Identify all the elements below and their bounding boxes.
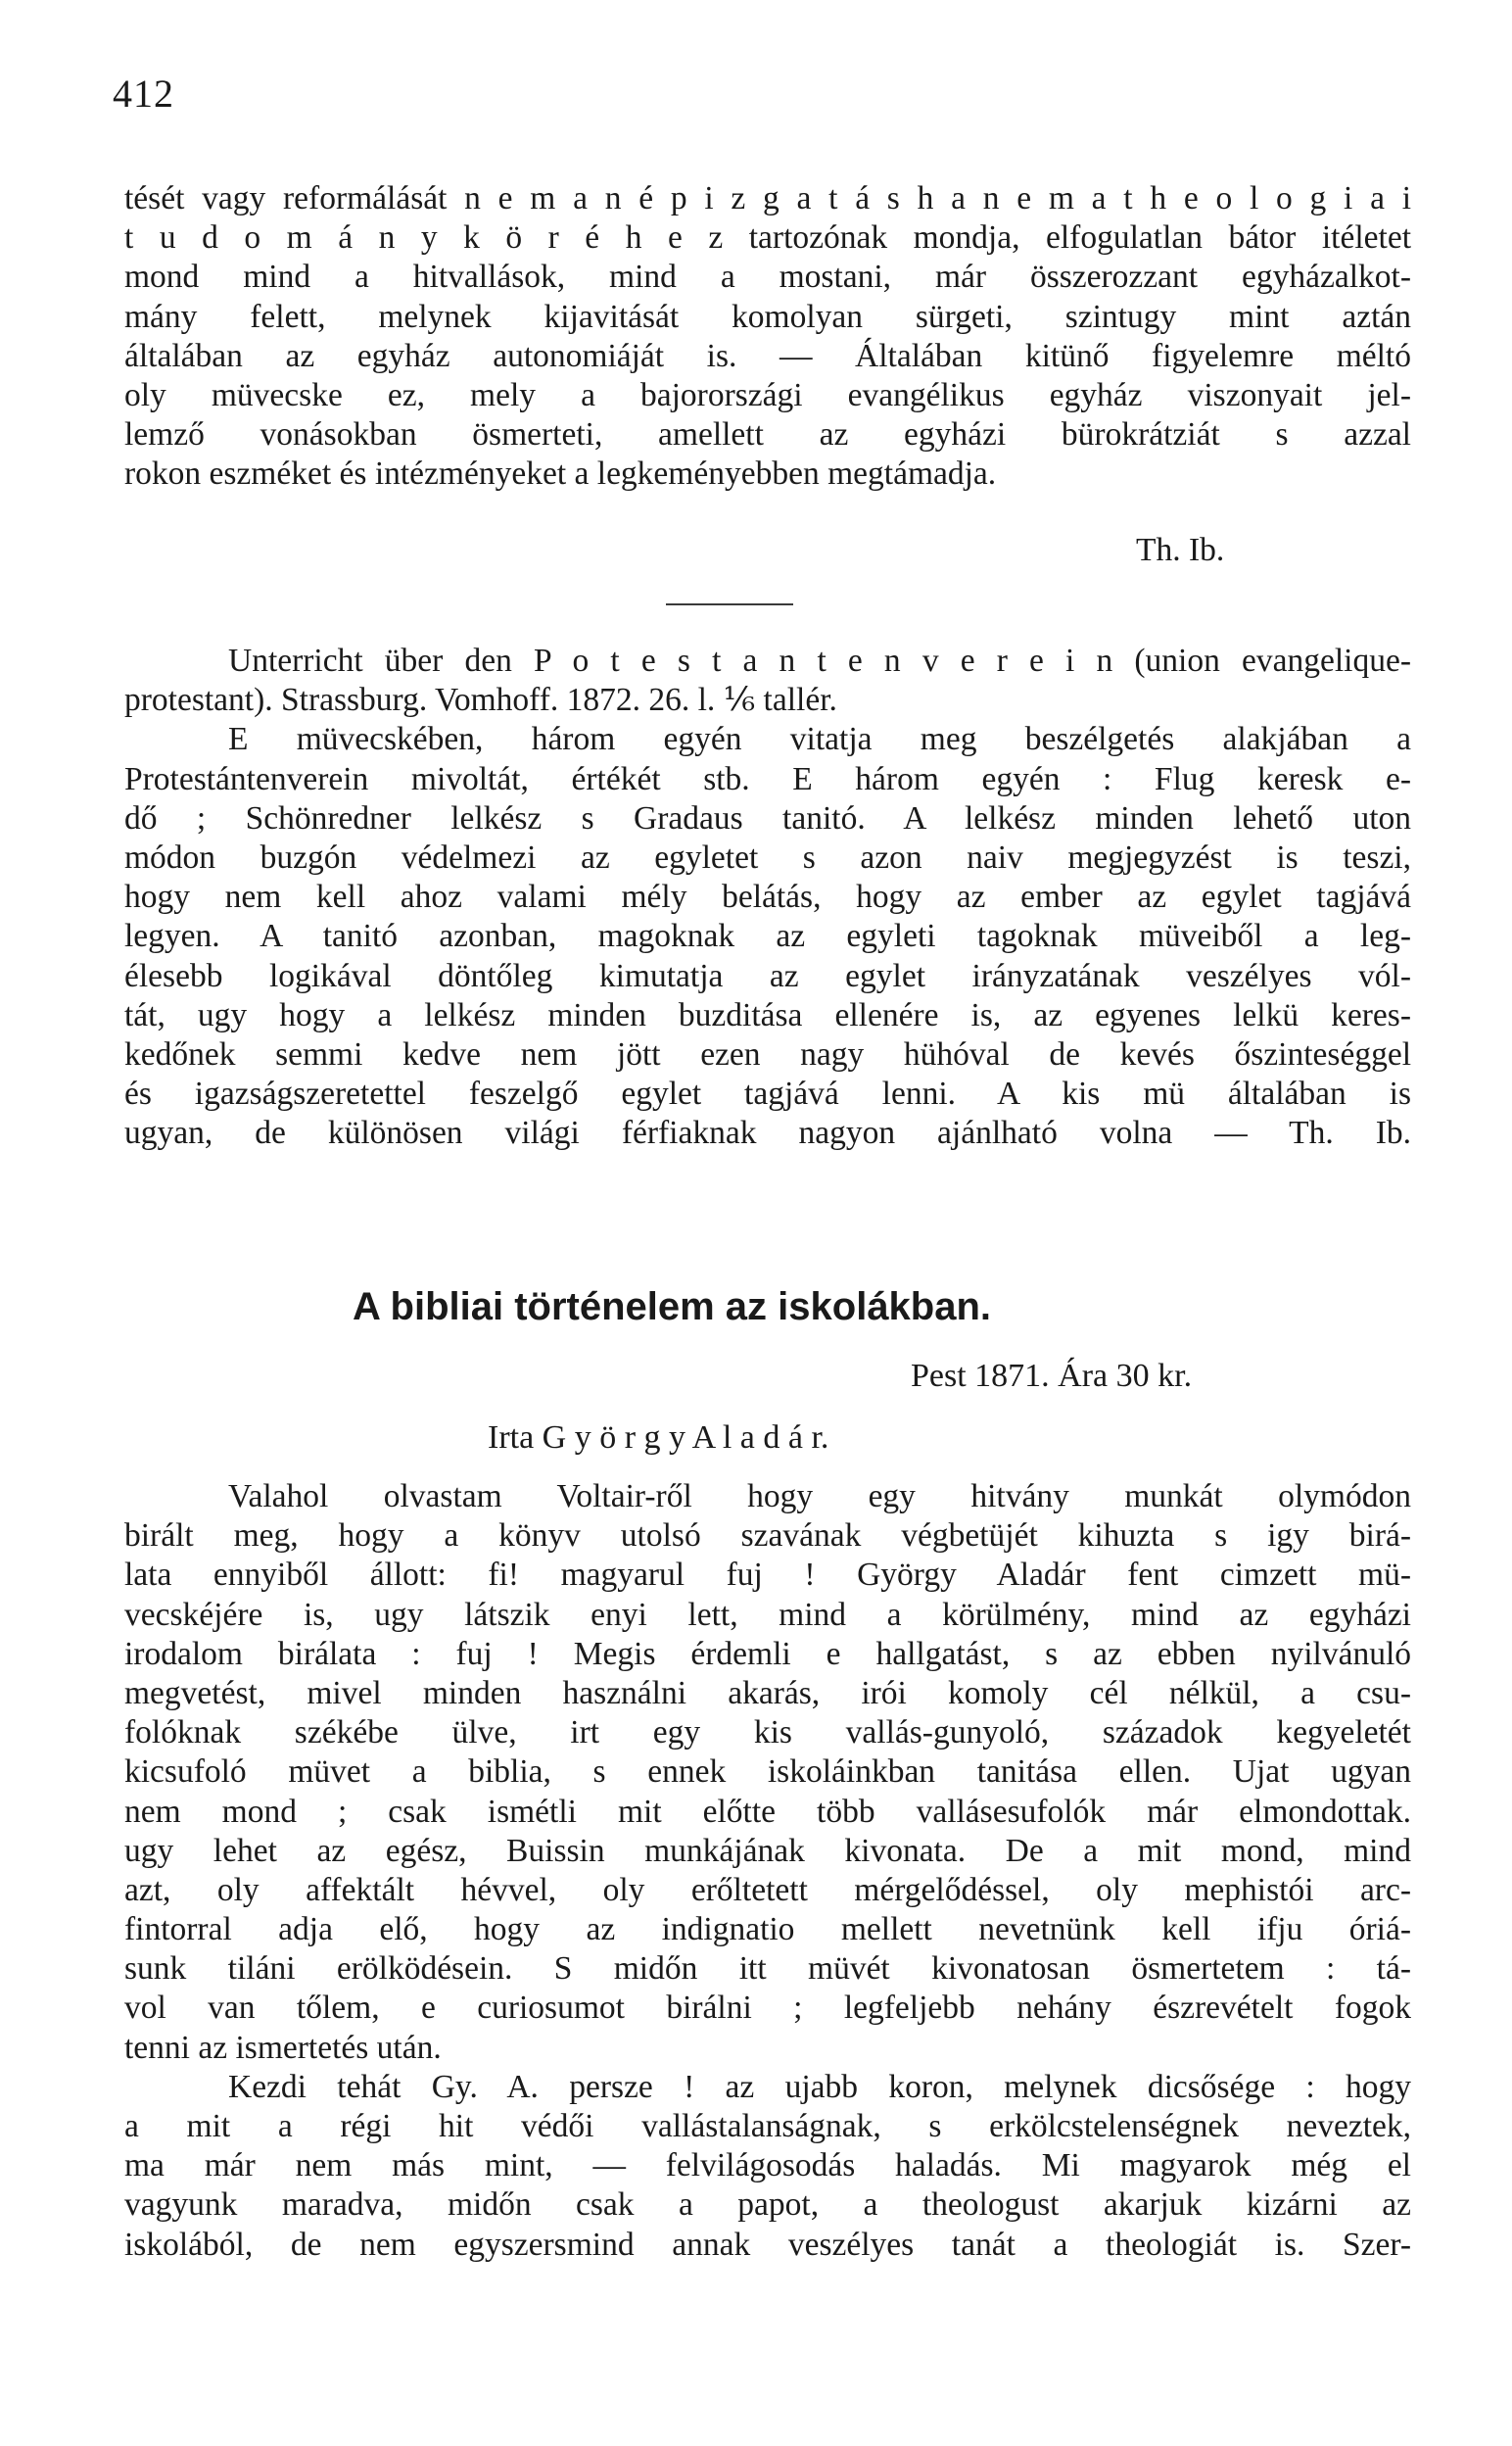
text-line: fintorral adja elő, hogy az indignatio mellett nevetnünk kell ifju óriá- [124,1911,1411,1948]
text-line: módon buzgón védelmezi az egyletet s azon naiv megjegyzést is teszi, [124,839,1411,876]
text-line: vecskéjére is, ugy látszik enyi lett, mind a körülmény, mind az egyházi [124,1596,1411,1633]
text-line: legyen. A tanitó azonban, magoknak az egyleti tagoknak müveiből a leg- [124,918,1411,955]
text-line: a mit a régi hit védői vallástalanságnak, s erkölcstelenségnek neveztek, [124,2108,1411,2144]
text-line: tenni az ismertetés után. [124,2029,442,2066]
text-line: folóknak székébe ülve, irt egy kis vallás-gunyoló, századok kegyeletét [124,1714,1411,1751]
text-line: irodalom birálata : fuj ! Megis érdemli e hallgatást, s az ebben nyilvánuló [124,1635,1411,1672]
review-1-body [124,179,1411,495]
text-line: hogy nem kell ahoz valami mély belátás, hogy az ember az egylet tagjává [124,879,1411,916]
review-2-body [124,642,1411,1153]
text-line: dő ; Schönredner lelkész s Gradaus tanitó. A lelkész minden lehető uton [124,799,1411,837]
text-line: lata ennyiből állott: fi! magyarul fuj ! György Aladár fent cimzett mü- [124,1557,1411,1594]
text-line: mány felett, melynek kijavitását komolyan sürgeti, szintugy mint aztán [124,298,1411,335]
text-line: ugy lehet az egész, Buissin munkájának kivonata. De a mit mond, mind [124,1832,1411,1869]
text-line: azt, oly affektált hévvel, oly erőltetett mérgelődéssel, oly mephistói arc- [124,1871,1411,1908]
text-line: lemző vonásokban ösmerteti, amellett az egyházi bürokrátziát s azzal [124,416,1411,454]
text-line: és igazságszeretettel feszelgő egylet tagjává lenni. A kis mü általában is [124,1076,1411,1113]
text-line: birált meg, hogy a könyv utolsó szavának végbetüjét kihuzta s igy birá- [124,1517,1411,1555]
review-1-signature: Th. Ib. [1136,532,1225,568]
text-line: általában az egyház autonomiáját is. — Általában kitünő figyelemre méltó [124,337,1411,374]
text-line: protestant). Strassburg. Vomhoff. 1872. 26. l. ⅙ tallér. [124,682,837,719]
text-line: Valahol olvastam Voltair-ről hogy egy hitvány munkát olymódon [228,1478,1411,1514]
publication-info: Pest 1871. Ára 30 kr. [911,1358,1193,1394]
article-heading: A bibliai történelem az iskolákban. [353,1285,992,1328]
text-line: ugyan, de különösen világi férfiaknak nagyon ajánlható volna — Th. Ib. [124,1115,1411,1152]
article-body [124,1477,1411,2265]
text-line: kicsufoló müvet a biblia, s ennek iskoláinkban tanitása ellen. Ujat ugyan [124,1753,1411,1791]
text-line: mond mind a hitvallások, mind a mostani, már összerozzant egyházalkot- [124,259,1411,296]
text-line: kedőnek semmi kedve nem jött ezen nagy hühóval de kevés őszinteséggel [124,1035,1411,1073]
text-line: vol van tőlem, e curiosumot birálni ; legfeljebb nehány észrevételt fogok [124,1990,1411,2027]
text-line: sunk tiláni erölködésein. S midőn itt müvét kivonatosan ösmertetem : tá- [124,1950,1411,1988]
page-number: 412 [113,72,174,116]
text-line: vagyunk maradva, midőn csak a papot, a theologust akarjuk kizárni az [124,2186,1411,2224]
text-line: tát, ugy hogy a lelkész minden buzditása ellenére is, az egyenes lelkü keres- [124,996,1411,1033]
article-author: Irta G y ö r g y A l a d á r. [488,1419,829,1456]
text-line: E müvecskében, három egyén vitatja meg beszélgetés alakjában a [228,721,1411,758]
section-divider [666,603,793,605]
text-line: t u d o m á n y k ö r é h e z tartozónak mondja, elfogulatlan bátor itéletet [124,219,1411,257]
text-line: ma már nem más mint, — felvilágosodás haladás. Mi magyarok még el [124,2147,1411,2184]
text-line: rokon eszméket és intézményeket a legkeményebben megtámadja. [124,456,997,493]
text-line: Protestántenverein mivoltát, értékét stb. E három egyén : Flug keresk e- [124,760,1411,797]
text-line: megvetést, mivel minden használni akarás, irói komoly cél nélkül, a csu- [124,1674,1411,1711]
text-line: élesebb logikával döntőleg kimutatja az egylet irányzatának veszélyes vól- [124,957,1411,994]
text-line: nem mond ; csak ismétli mit előtte több vallásesufolók már elmondottak. [124,1793,1411,1830]
text-line: oly müvecske ez, mely a bajorországi evangélikus egyház viszonyait jel- [124,376,1411,413]
text-line: Kezdi tehát Gy. A. persze ! az ujabb koron, melynek dicsősége : hogy [228,2068,1411,2105]
text-line: iskolából, de nem egyszersmind annak veszélyes tanát a theologiát is. Szer- [124,2226,1411,2263]
text-line: Unterricht über den P o t e s t a n t e n v e r e i n (union evangelique- [228,643,1411,679]
text-line: tését vagy reformálását n e m a n é p i z g a t á s h a n e m a t h e o l o g i a i [124,180,1411,216]
